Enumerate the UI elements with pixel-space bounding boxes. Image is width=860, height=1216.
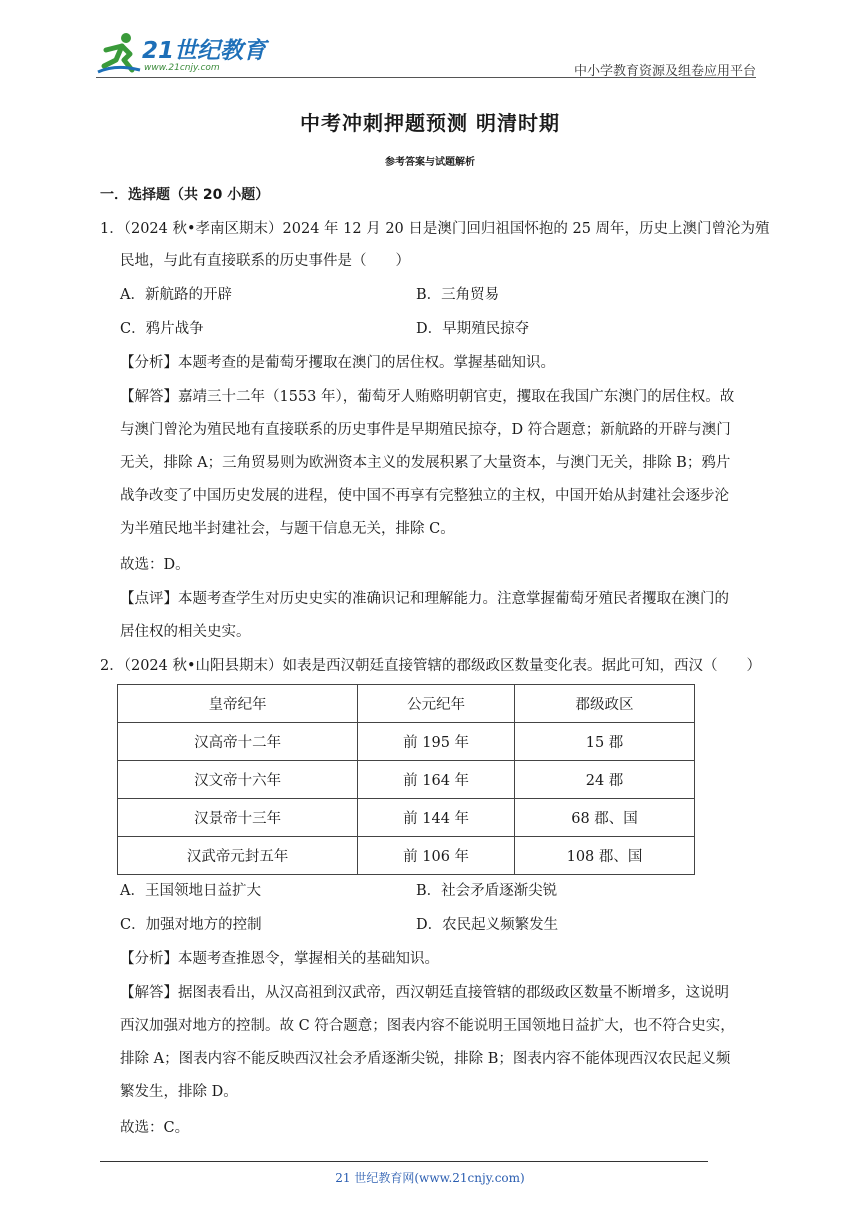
runner-logo-icon xyxy=(96,30,142,76)
table-cell: 68 郡、国 xyxy=(515,799,695,837)
q1-choice: 故选：D。 xyxy=(120,557,190,573)
table-header-cell: 公元纪年 xyxy=(358,685,515,723)
q2-answer-line-1: 【解答】据图表看出，从汉高祖到汉武帝，西汉朝廷直接管辖的郡级政区数量不断增多，这说明 xyxy=(120,985,729,1001)
page-title: 中考冲刺押题预测 明清时期 xyxy=(300,111,560,135)
table-cell: 前 144 年 xyxy=(358,799,515,837)
q1-answer-line-3: 无关，排除 A；三角贸易则为欧洲资本主义的发展积累了大量资本，与澳门无关，排除 B；鸦片 xyxy=(120,455,731,471)
q1-analysis: 【分析】本题考查的是葡萄牙攫取在澳门的居住权。掌握基础知识。 xyxy=(120,355,555,371)
header-divider xyxy=(96,77,756,78)
q2-option-b: B．社会矛盾逐渐尖锐 xyxy=(416,883,558,899)
table-cell: 汉文帝十六年 xyxy=(118,761,358,799)
table-header-cell: 郡级政区 xyxy=(515,685,695,723)
table-row xyxy=(118,799,695,837)
q1-comment-line-1: 【点评】本题考查学生对历史史实的准确识记和理解能力。注意掌握葡萄牙殖民者攫取在澳门的 xyxy=(120,591,729,607)
q1-stem-line-2: 民地，与此有直接联系的历史事件是（ ） xyxy=(120,253,410,269)
page-subtitle: 参考答案与试题解析 xyxy=(385,157,475,168)
q1-option-b: B．三角贸易 xyxy=(416,287,500,303)
q1-option-c: C．鸦片战争 xyxy=(120,321,204,337)
q2-data-table xyxy=(117,684,695,875)
q1-option-d: D．早期殖民掠夺 xyxy=(416,321,530,337)
q2-analysis: 【分析】本题考查推恩令，掌握相关的基础知识。 xyxy=(120,951,439,967)
footer-divider xyxy=(100,1161,708,1162)
q2-option-c: C．加强对地方的控制 xyxy=(120,917,262,933)
table-cell: 汉武帝元封五年 xyxy=(118,837,358,875)
table-cell: 汉景帝十三年 xyxy=(118,799,358,837)
table-header-cell: 皇帝纪年 xyxy=(118,685,358,723)
q1-answer-line-1: 【解答】嘉靖三十二年（1553 年），葡萄牙人贿赂明朝官吏，攫取在我国广东澳门的居住权。故 xyxy=(120,389,735,405)
q1-answer-line-2: 与澳门曾沦为殖民地有直接联系的历史事件是早期殖民掠夺，D 符合题意；新航路的开辟与澳门 xyxy=(120,422,731,438)
q2-stem: 2．（2024 秋•山阳县期末）如表是西汉朝廷直接管辖的郡级政区数量变化表。据此可知，西汉（ ） xyxy=(100,658,762,674)
section-heading: 一．选择题（共 20 小题） xyxy=(100,187,270,203)
table-cell: 前 164 年 xyxy=(358,761,515,799)
table-cell: 汉高帝十二年 xyxy=(118,723,358,761)
q2-choice: 故选：C。 xyxy=(120,1120,190,1136)
table-cell: 前 195 年 xyxy=(358,723,515,761)
table-row xyxy=(118,723,695,761)
logo-url: www.21cnjy.com xyxy=(144,63,220,73)
q1-option-a: A．新航路的开辟 xyxy=(120,287,232,303)
platform-name: 中小学教育资源及组卷应用平台 xyxy=(573,64,756,79)
q1-stem-line-1: 1．（2024 秋•孝南区期末）2024 年 12 月 20 日是澳门回归祖国怀抱的 25 周年，历史上澳门曾沦为殖 xyxy=(100,221,770,237)
table-row xyxy=(118,837,695,875)
logo-text: 21世纪教育 xyxy=(142,38,267,64)
q1-answer-line-5: 为半殖民地半封建社会，与题干信息无关，排除 C。 xyxy=(120,521,455,537)
table-cell: 24 郡 xyxy=(515,761,695,799)
table-cell: 15 郡 xyxy=(515,723,695,761)
q2-answer-line-4: 繁发生，排除 D。 xyxy=(120,1084,238,1100)
q2-answer-line-2: 西汉加强对地方的控制。故 C 符合题意；图表内容不能说明王国领地日益扩大，也不符合史实， xyxy=(120,1018,735,1034)
q2-option-d: D．农民起义频繁发生 xyxy=(416,917,559,933)
table-header-row xyxy=(118,685,695,723)
table-cell: 前 106 年 xyxy=(358,837,515,875)
table-cell: 108 郡、国 xyxy=(515,837,695,875)
site-logo[interactable] xyxy=(96,30,266,76)
table-row xyxy=(118,761,695,799)
q2-option-a: A．王国领地日益扩大 xyxy=(120,883,261,899)
footer-link[interactable]: 21 世纪教育网(www.21cnjy.com) xyxy=(335,1171,525,1185)
q1-comment-line-2: 居住权的相关史实。 xyxy=(120,624,251,640)
page-header xyxy=(96,30,756,78)
q2-answer-line-3: 排除 A；图表内容不能反映西汉社会矛盾逐渐尖锐，排除 B；图表内容不能体现西汉农民起义频 xyxy=(120,1051,731,1067)
q1-answer-line-4: 战争改变了中国历史发展的进程，使中国不再享有完整独立的主权，中国开始从封建社会逐步沦 xyxy=(120,488,729,504)
